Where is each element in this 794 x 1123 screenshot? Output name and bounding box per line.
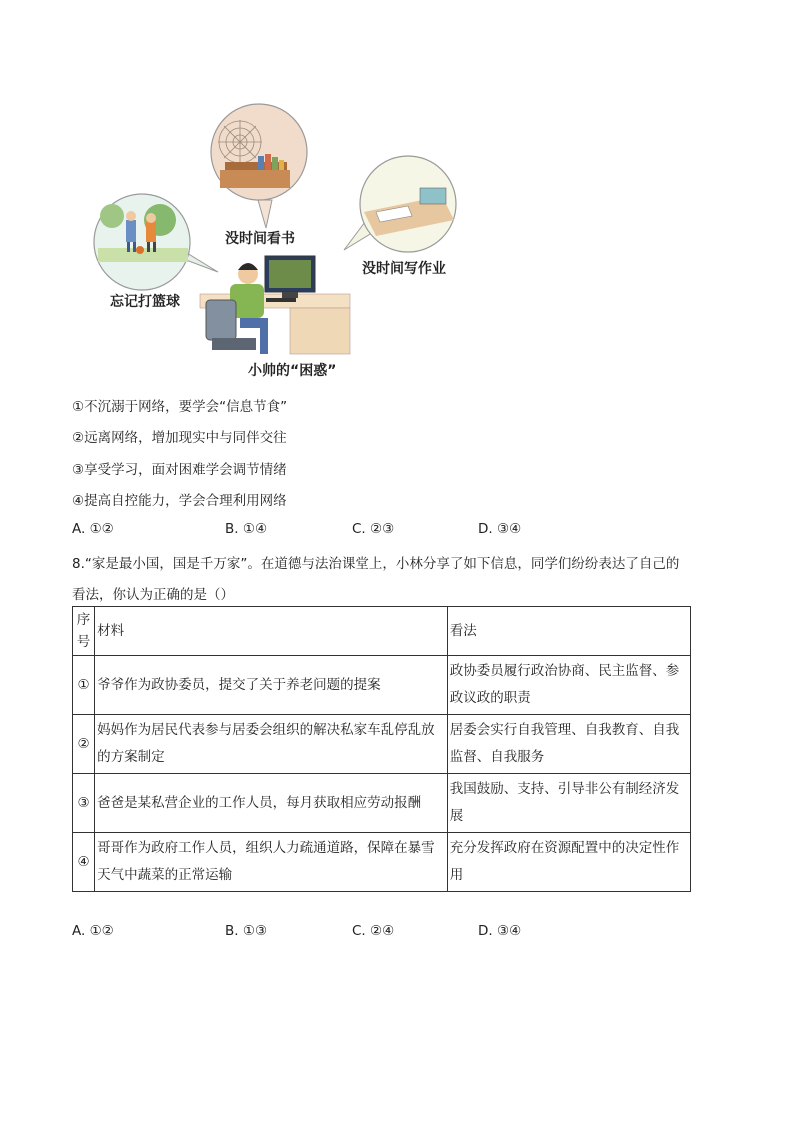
row-view: 我国鼓励、支持、引导非公有制经济发展 — [447, 774, 690, 833]
row-number: ④ — [73, 833, 95, 892]
q8-option-b[interactable]: B. ①③ — [225, 923, 268, 939]
table-row — [73, 774, 691, 833]
table-row — [73, 833, 691, 892]
basketball-bubble — [94, 194, 218, 290]
q8-option-c[interactable]: C. ②④ — [352, 923, 395, 939]
header-view: 看法 — [447, 607, 690, 656]
table-row — [73, 656, 691, 715]
row-material: 爸爸是某私营企业的工作人员，每月获取相应劳动报酬 — [95, 774, 448, 833]
row-number: ③ — [73, 774, 95, 833]
q8-option-d[interactable]: D. ③④ — [478, 923, 522, 939]
table-header-row — [73, 607, 691, 656]
statement-3: ③享受学习，面对困难学会调节情绪 — [72, 462, 287, 478]
q7-option-a[interactable]: A. ①② — [72, 521, 114, 537]
row-material: 哥哥作为政府工作人员，组织人力疏通道路，保障在暴雪天气中蔬菜的正常运输 — [95, 833, 448, 892]
bubble-label-books: 没时间看书 — [225, 231, 295, 247]
homework-bubble — [344, 156, 456, 252]
q8-option-a[interactable]: A. ①② — [72, 923, 114, 939]
row-view: 政协委员履行政治协商、民主监督、参政议政的职责 — [447, 656, 690, 715]
row-material: 爷爷作为政协委员，提交了关于养老问题的提案 — [95, 656, 448, 715]
row-number: ① — [73, 656, 95, 715]
info-table — [72, 606, 691, 892]
statement-4: ④提高自控能力，学会合理利用网络 — [72, 493, 287, 509]
bubble-label-homework: 没时间写作业 — [362, 261, 446, 277]
statement-2: ②远离网络，增加现实中与同伴交往 — [72, 430, 287, 446]
illustration-caption: 小帅的“困惑” — [248, 363, 337, 379]
q7-option-c[interactable]: C. ②③ — [352, 521, 395, 537]
q8-stem-line-1: 8.“家是最小国，国是千万家”。在道德与法治课堂上，小林分享了如下信息，同学们纷纷表达了自己的 — [72, 556, 680, 572]
q7-option-b[interactable]: B. ①④ — [225, 521, 268, 537]
q7-option-d[interactable]: D. ③④ — [478, 521, 522, 537]
bubble-label-basketball: 忘记打篮球 — [110, 294, 180, 310]
statement-1: ①不沉溺于网络，要学会“信息节食” — [72, 399, 288, 415]
cobweb-books-bubble — [211, 104, 307, 228]
row-view: 居委会实行自我管理、自我教育、自我监督、自我服务 — [447, 715, 690, 774]
table-row — [73, 715, 691, 774]
row-view: 充分发挥政府在资源配置中的决定性作用 — [447, 833, 690, 892]
q8-stem-line-2: 看法，你认为正确的是（） — [72, 587, 234, 603]
header-material: 材料 — [95, 607, 448, 656]
boy-at-computer — [200, 256, 350, 354]
row-number: ② — [73, 715, 95, 774]
row-material: 妈妈作为居民代表参与居委会组织的解决私家车乱停乱放的方案制定 — [95, 715, 448, 774]
header-number: 序号 — [73, 607, 95, 656]
